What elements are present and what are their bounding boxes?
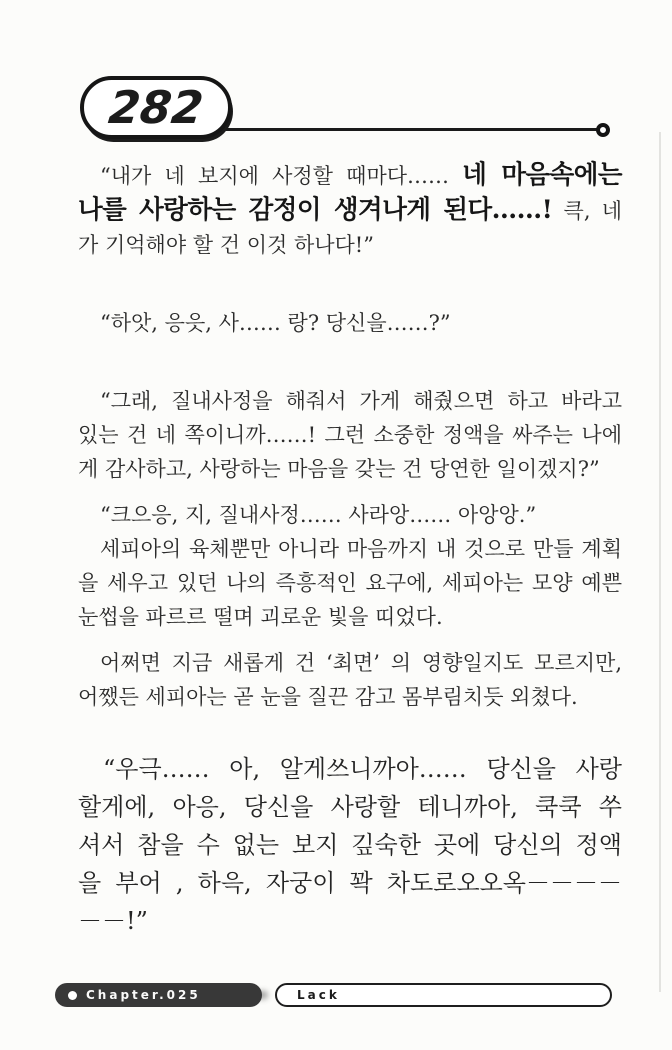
text-segment: “하앗, 응읏, 사…… 랑? 당신을……?” xyxy=(100,311,451,335)
paragraph xyxy=(78,158,622,262)
text-segment: 가 기억해야 할 건 이것 하나다!” xyxy=(78,233,374,257)
text-segment: 세피아의 육체뿐만 아니라 마음까지 내 것으로 만들 계획 xyxy=(100,537,622,561)
text-line xyxy=(78,532,622,566)
text-line xyxy=(78,452,622,486)
paragraph xyxy=(78,646,622,714)
paragraph xyxy=(78,750,622,940)
text-line xyxy=(78,902,622,940)
text-line xyxy=(78,826,622,864)
text-segment: 있는 건 네 쪽이니까……! 그런 소중한 정액을 싸주는 나에 xyxy=(78,423,622,447)
text-segment: －－!” xyxy=(78,907,148,935)
paragraph xyxy=(78,498,622,532)
emphasized-text: 나를 사랑하는 감정이 생겨나게 된다……! xyxy=(78,195,553,225)
text-line xyxy=(78,788,622,826)
text-line xyxy=(78,600,622,634)
text-line xyxy=(78,418,622,452)
brand-label: Lack xyxy=(297,988,340,1002)
text-segment: “그래, 질내사정을 해줘서 가게 해줬으면 하고 바라고 xyxy=(100,389,622,413)
chapter-badge xyxy=(55,983,262,1007)
text-segment: 어쩌면 지금 새롭게 건 ‘최면’ 의 영향일지도 모르지만, xyxy=(100,651,622,675)
text-line xyxy=(78,566,622,600)
text-segment: 셔서 참을 수 없는 보지 깊숙한 곳에 당신의 정액 xyxy=(78,831,622,859)
text-line xyxy=(78,864,622,902)
text-segment: 큭, 네 xyxy=(552,199,622,223)
paragraph xyxy=(78,384,622,486)
paragraph xyxy=(78,532,622,634)
page-edge-line xyxy=(659,132,661,992)
brand-badge xyxy=(275,983,612,1007)
text-line xyxy=(78,680,622,714)
paragraph xyxy=(78,306,622,340)
text-segment: 을 세우고 있던 나의 즉흥적인 요구에, 세피아는 모양 예쁜 xyxy=(78,571,622,595)
chapter-label: Chapter.025 xyxy=(86,988,201,1002)
text-line xyxy=(78,750,622,788)
text-segment: “우극…… 아, 알게쓰니까아…… 당신을 사랑 xyxy=(103,755,622,783)
page-number-badge xyxy=(80,76,232,139)
text-line xyxy=(78,193,622,228)
header-rule-line xyxy=(226,128,600,131)
text-line xyxy=(78,158,622,193)
bullet-dot-icon xyxy=(68,991,77,1000)
text-segment: 할게에, 아응, 당신을 사랑할 테니까아, 쿡쿡 쑤 xyxy=(78,793,622,821)
text-line xyxy=(78,384,622,418)
text-segment: “내가 네 보지에 사정할 때마다…… xyxy=(100,164,463,188)
page-footer xyxy=(55,983,612,1007)
text-segment: “크으응, 지, 질내사정…… 사라앙…… 아앙앙.” xyxy=(100,503,537,527)
text-line xyxy=(78,228,622,262)
text-segment: 어쨌든 세피아는 곧 눈을 질끈 감고 몸부림치듯 외쳤다. xyxy=(78,685,578,709)
text-segment: 눈썹을 파르르 떨며 괴로운 빛을 띠었다. xyxy=(78,605,443,629)
novel-text-block xyxy=(78,158,622,940)
text-line xyxy=(78,306,622,340)
text-segment: 을 부어 , 하윽, 자궁이 꽉 차도로오오옥－－－－ xyxy=(78,869,622,897)
text-segment: 게 감사하고, 사랑하는 마음을 갖는 건 당연한 일이겠지?” xyxy=(78,457,600,481)
ring-icon xyxy=(596,123,610,137)
text-line xyxy=(78,646,622,680)
page-number: 282 xyxy=(106,81,206,134)
text-line xyxy=(78,498,622,532)
emphasized-text: 네 마음속에는 xyxy=(462,160,622,190)
